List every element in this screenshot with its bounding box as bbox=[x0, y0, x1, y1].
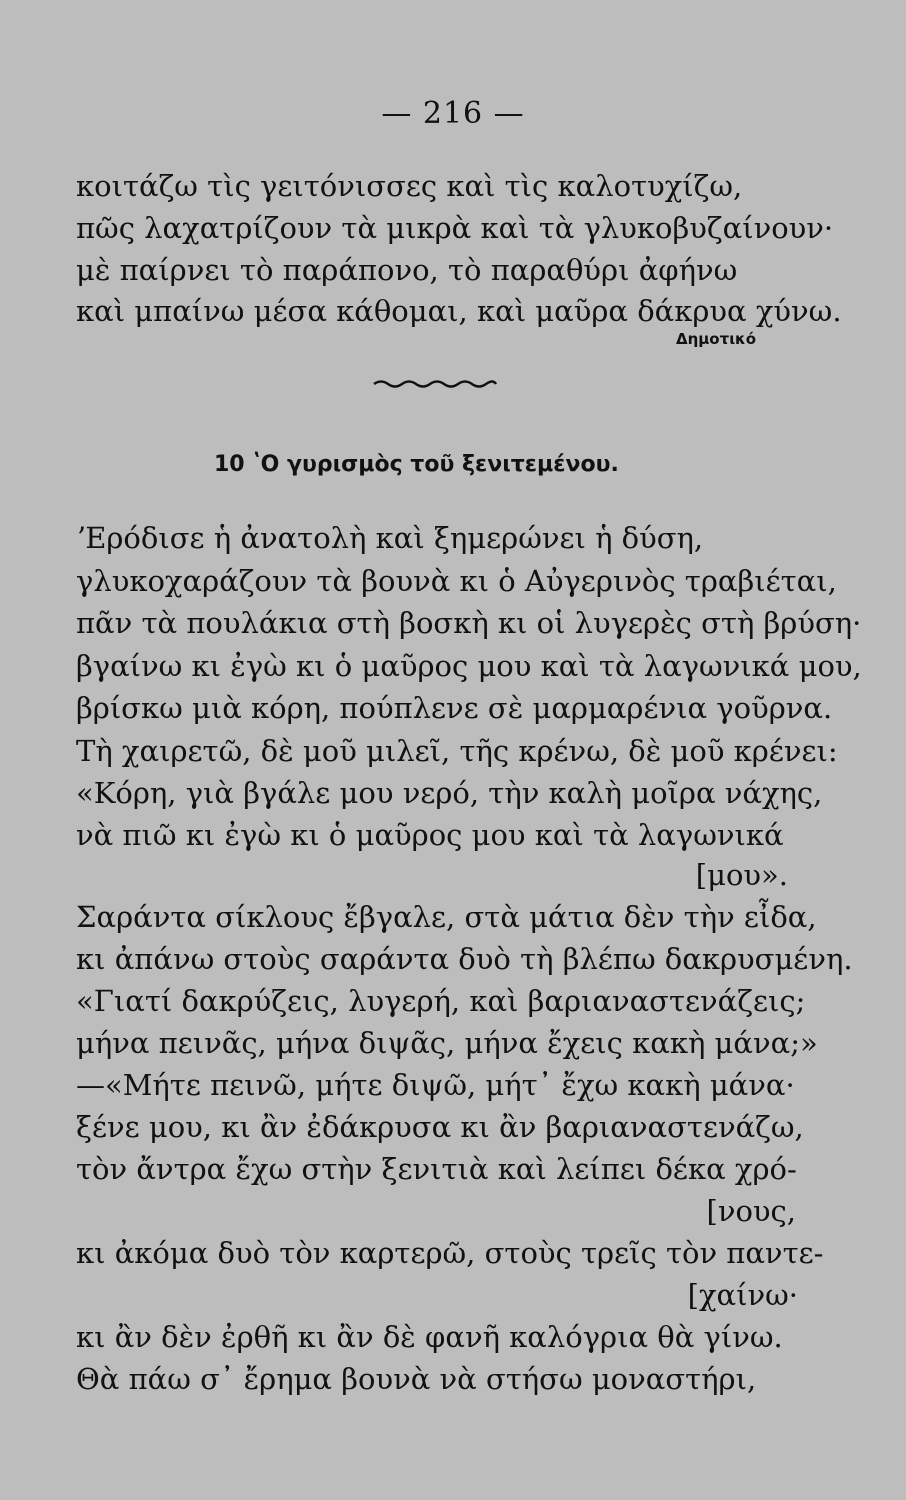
poem2-line-10: κι ἀπάνω στοὺς σαράντα δυὸ τὴ βλέπω δακρυσμένη. bbox=[76, 942, 853, 976]
poem1-attribution: Δημοτικό bbox=[675, 330, 756, 348]
poem2-line-18: Θὰ πάω σ᾽ ἔρημα βουνὰ νὰ στήσω μοναστήρι, bbox=[76, 1362, 757, 1396]
poem2-line-12: μήνα πεινᾶς, μήνα διψᾶς, μήνα ἔχεις κακὴ μάνα;» bbox=[76, 1026, 818, 1060]
poem2-line-13: —«Μήτε πεινῶ, μήτε διψῶ, μήτ᾽ ἔχω κακὴ μάνα· bbox=[76, 1068, 795, 1102]
poem2-line-3: πᾶν τὰ πουλάκια στὴ βοσκὴ κι οἱ λυγερὲς στὴ βρύση· bbox=[76, 606, 862, 640]
poem1-line-2: πῶς λαχατρίζουν τὰ μικρὰ καὶ τὰ γλυκοβυζαίνουν· bbox=[76, 211, 834, 245]
ornamental-divider bbox=[372, 378, 498, 388]
poem1-line-3: μὲ παίρνει τὸ παράπονο, τὸ παραθύρι ἀφήνω bbox=[76, 253, 738, 287]
poem2-line-7: «Κόρη, γιὰ βγάλε μου νερό, τὴν καλὴ μοῖρα νάχης, bbox=[76, 776, 823, 810]
poem2-line-8-cont: [μου». bbox=[695, 858, 788, 892]
poem2-line-15-cont: [νους, bbox=[706, 1194, 796, 1228]
poem2-line-8: νὰ πιῶ κι ἐγὼ κι ὁ μαῦρος μου καὶ τὰ λαγωνικά bbox=[76, 818, 784, 852]
poem2-line-16-cont: [χαίνω· bbox=[687, 1278, 798, 1312]
poem2-line-6: Τὴ χαιρετῶ, δὲ μοῦ μιλεῖ, τῆς κρένω, δὲ μοῦ κρένει: bbox=[76, 734, 838, 768]
poem2-line-2: γλυκοχαράζουν τὰ βουνὰ κι ὁ Αὐγερινὸς τραβιέται, bbox=[76, 564, 837, 598]
poem2-line-14: ξένε μου, κι ἂν ἐδάκρυσα κι ἂν βαριαναστενάζω, bbox=[76, 1110, 804, 1144]
poem2-line-17: κι ἂν δὲν ἐρθῆ κι ἂν δὲ φανῆ καλόγρια θὰ γίνω. bbox=[76, 1320, 783, 1354]
poem2-title: 10 ʽΟ γυρισμὸς τοῦ ξενιτεμένου. bbox=[214, 452, 619, 477]
poem2-line-11: «Γιατί δακρύζεις, λυγερή, καὶ βαριαναστενάζεις; bbox=[76, 984, 806, 1018]
poem2-line-15: τὸν ἄντρα ἔχω στὴν ξενιτιὰ καὶ λείπει δέκα χρό- bbox=[76, 1152, 797, 1186]
poem1-line-4: καὶ μπαίνω μέσα κάθομαι, καὶ μαῦρα δάκρυα χύνω. bbox=[76, 294, 842, 328]
poem2-line-5: βρίσκω μιὰ κόρη, πούπλενε σὲ μαρμαρένια γοῦρνα. bbox=[76, 691, 833, 725]
poem2-line-1: ʼΕρόδισε ἡ ἀνατολὴ καὶ ξημερώνει ἡ δύση, bbox=[76, 521, 704, 555]
poem2-line-9: Σαράντα σίκλους ἔβγαλε, στὰ μάτια δὲν τὴν εἶδα, bbox=[76, 900, 817, 934]
poem2-line-4: βγαίνω κι ἐγὼ κι ὁ μαῦρος μου καὶ τὰ λαγωνικά μου, bbox=[76, 649, 862, 683]
poem1-line-1: κοιτάζω τὶς γειτόνισσες καὶ τὶς καλοτυχίζω, bbox=[76, 169, 743, 203]
page-number: — 216 — bbox=[381, 96, 525, 131]
poem2-line-16: κι ἀκόμα δυὸ τὸν καρτερῶ, στοὺς τρεῖς τὸν παντε- bbox=[76, 1236, 824, 1270]
